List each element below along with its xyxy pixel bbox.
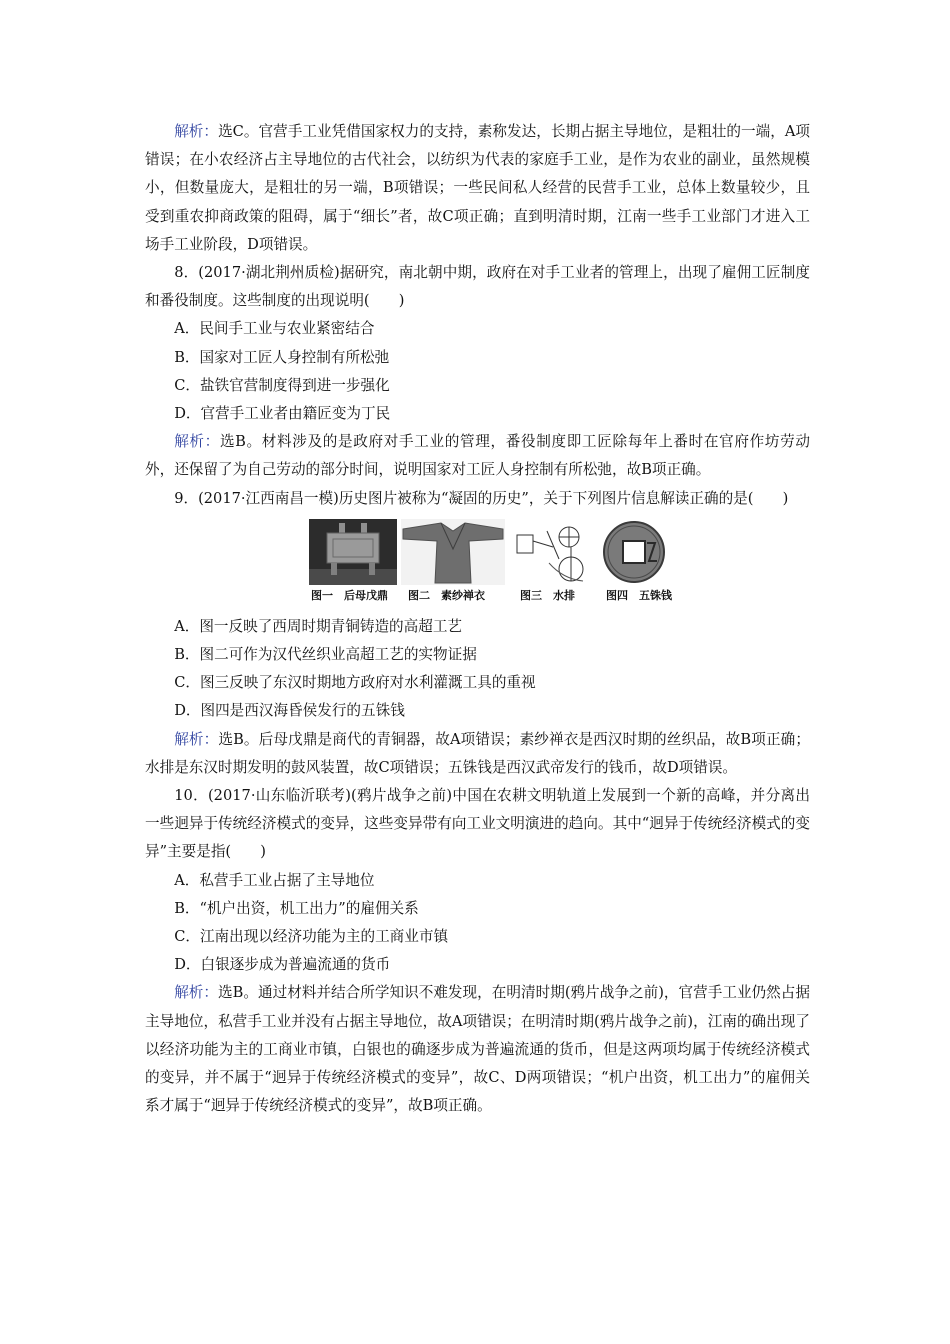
q10-stem: 10．(2017·山东临沂联考)(鸦片战争之前)中国在农耕文明轨道上发展到一个新的高峰，并分离出一些迥异于传统经济模式的变异，这些变异带有向工业文明演进的趋向。其中“迥异于传统经济模式的变异”主要是指( ): [145, 787, 810, 861]
answer-label: 解析：: [174, 730, 219, 748]
q8-option-d: D．官营手工业者由籍匠变为丁民: [174, 405, 391, 423]
answer-label: 解析：: [174, 123, 219, 140]
q10-option-b: B．“机户出资，机工出力”的雇佣关系: [174, 899, 419, 917]
q8-answer: [145, 428, 810, 484]
answer-text: 选C。官营手工业凭借国家权力的支持，素称发达，长期占据主导地位，是粗壮的一端，A项错误；在小农经济占主导地位的古代社会，以纺织为代表的家庭手工业，是作为农业的副业，虽然规模小，但数量庞大，是粗壮的另一端，B项错误；一些民间私人经营的民营手工业，总体上数量较少，且受到重农抑商政策的阻碍，属于“细长”者，故C项正确；直到明清时期，江南一些手工业部门才进入工场手工业阶段，D项错误。: [145, 123, 810, 253]
q10-option-c: C．江南出现以经济功能为主的工商业市镇: [174, 928, 449, 946]
q9-option-d: D．图四是西汉海昏侯发行的五铢钱: [174, 702, 405, 720]
q9-option-a: A．图一反映了西周时期青铜铸造的高超工艺: [174, 617, 463, 635]
answer-text: 选B。后母戊鼎是商代的青铜器，故A项错误；素纱禅衣是西汉时期的丝织品，故B项正确；水排是东汉时期发明的鼓风装置，故C项错误；五铢钱是西汉武帝发行的钱币，故D项错误。: [145, 730, 810, 776]
answer-label: 解析：: [174, 984, 219, 1002]
q8-option-c: C．盐铁官营制度得到进一步强化: [174, 376, 390, 394]
q9-option-b: B．图二可作为汉代丝织业高超工艺的实物证据: [174, 646, 477, 664]
answer-text: 选B。通过材料并结合所学知识不难发现，在明清时期(鸦片战争之前)，官营手工业仍然占据主导地位，私营手工业并没有占据主导地位，故A项错误；在明清时期(鸦片战争之前)，江南的确出现了以经济功能为主的工商业市镇，白银也的确逐步成为普遍流通的货币，但是这两项均属于传统经济模式的变异，并不属于“迥异于传统经济模式的变异”，故C、D两项错误；“机户出资，机工出力”的雇佣关系才属于“迥异于传统经济模式的变异”，故B项正确。: [145, 984, 810, 1115]
answer-label: 解析：: [174, 433, 220, 451]
q7-answer: [145, 118, 810, 259]
q9-answer: [145, 726, 810, 782]
silk-robe-image: [401, 519, 505, 585]
q10-option-d: D．白银逐步成为普遍流通的货币: [174, 956, 391, 974]
q9-figure-strip: [145, 515, 810, 613]
figure-caption-4: 图四 五铢钱: [606, 588, 672, 602]
ding-vessel-image: [309, 519, 397, 585]
q8-option-b: B．国家对工匠人身控制有所松弛: [174, 348, 390, 366]
document-page: [145, 118, 810, 1121]
q10-option-a: A．私营手工业占据了主导地位: [174, 871, 375, 889]
q8-option-a: A．民间手工业与农业紧密结合: [174, 320, 375, 338]
q8-stem: 8．(2017·湖北荆州质检)据研究，南北朝中期，政府在对手工业者的管理上，出现了雇佣工匠制度和番役制度。这些制度的出现说明( ): [145, 264, 810, 310]
figure-caption-2: 图二 素纱禅衣: [408, 588, 485, 602]
figure-caption-1: 图一 后母戊鼎: [311, 588, 388, 602]
q9-stem: 9．(2017·江西南昌一模)历史图片被称为“凝固的历史”，关于下列图片信息解读正确的是( ): [174, 489, 789, 507]
q10-answer: [145, 979, 810, 1120]
q9-option-c: C．图三反映了东汉时期地方政府对水利灌溉工具的重视: [174, 674, 536, 692]
water-bellows-image: [513, 519, 595, 585]
wuzhu-coin-image: [601, 519, 667, 585]
answer-text: 选B。材料涉及的是政府对手工业的管理，番役制度即工匠除每年上番时在官府作坊劳动外，还保留了为自己劳动的部分时间，说明国家对工匠人身控制有所松弛，故B项正确。: [145, 433, 810, 479]
figure-caption-3: 图三 水排: [520, 588, 575, 602]
